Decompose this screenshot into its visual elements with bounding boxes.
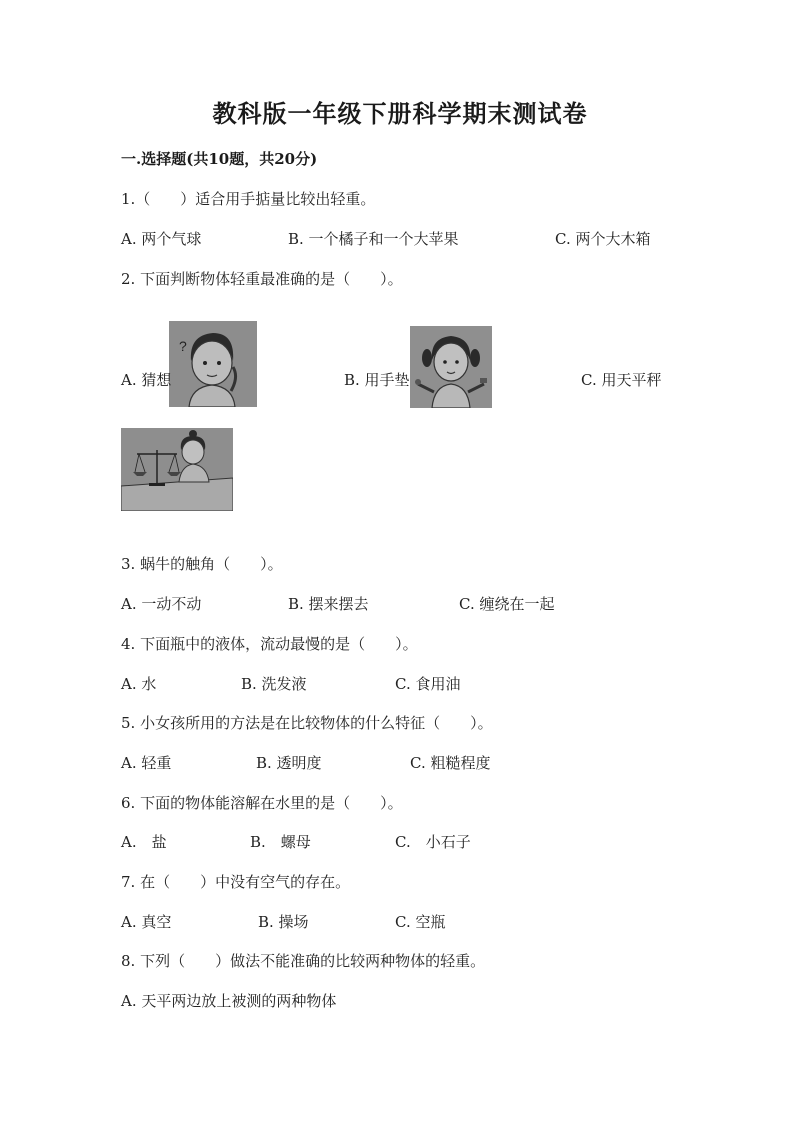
girl-with-balance-picture [121, 428, 233, 511]
section-heading: 一.选择题(共10题，共20分) [121, 150, 318, 168]
svg-text:?: ? [179, 338, 187, 354]
question-7-option-c: C. 空瓶 [395, 913, 446, 931]
question-2: 2. 下面判断物体轻重最准确的是（ ）。 [121, 270, 403, 288]
question-1-option-a: A. 两个气球 [121, 230, 202, 248]
question-4-option-c: C. 食用油 [395, 675, 461, 693]
question-3-option-a: A. 一动不动 [121, 595, 202, 613]
question-8: 8. 下列（ ）做法不能准确的比较两种物体的轻重。 [121, 952, 486, 970]
question-7-option-b: B. 操场 [258, 913, 309, 931]
question-8-option-a: A. 天平两边放上被测的两种物体 [121, 992, 337, 1010]
question-5-option-a: A. 轻重 [121, 754, 172, 772]
question-6-option-c: C. 小石子 [395, 833, 471, 851]
question-1-option-c: C. 两个大木箱 [555, 230, 651, 248]
question-4-option-b: B. 洗发液 [241, 675, 307, 693]
question-5: 5. 小女孩所用的方法是在比较物体的什么特征（ ）。 [121, 714, 493, 732]
page-title: 教科版一年级下册科学期末测试卷 [212, 99, 588, 128]
question-7: 7. 在（ ）中没有空气的存在。 [121, 873, 351, 891]
girl-weighing-by-hand-picture [410, 326, 492, 408]
question-5-option-b: B. 透明度 [256, 754, 322, 772]
question-1: 1.（ ）适合用手掂量比较出轻重。 [121, 190, 376, 208]
question-3-option-b: B. 摆来摆去 [288, 595, 369, 613]
question-4-option-a: A. 水 [121, 675, 157, 693]
question-3-option-c: C. 缠绕在一起 [459, 595, 555, 613]
question-3: 3. 蜗牛的触角（ ）。 [121, 555, 283, 573]
question-6-option-a: A. 盐 [121, 833, 167, 851]
question-2-option-c: C. 用天平秤 [581, 371, 662, 389]
question-2-option-a: A. 猜想 [121, 371, 172, 389]
question-6: 6. 下面的物体能溶解在水里的是（ ）。 [121, 794, 403, 812]
question-5-option-c: C. 粗糙程度 [410, 754, 491, 772]
boy-guessing-picture [169, 321, 257, 407]
question-7-option-a: A. 真空 [121, 913, 172, 931]
question-2-option-b: B. 用手垫 [344, 371, 410, 389]
question-4: 4. 下面瓶中的液体，流动最慢的是（ ）。 [121, 635, 418, 653]
question-1-option-b: B. 一个橘子和一个大苹果 [288, 230, 459, 248]
question-6-option-b: B. 螺母 [250, 833, 311, 851]
